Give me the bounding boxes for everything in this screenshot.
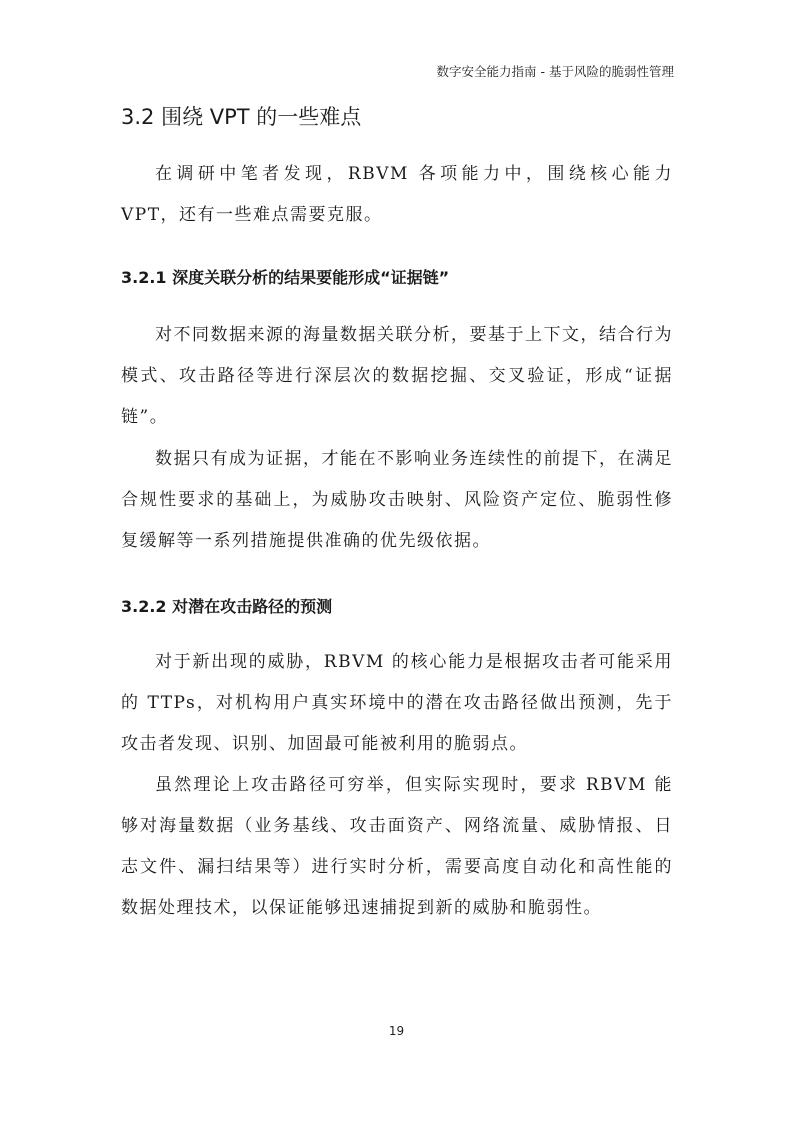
subsection-title-attack-path-prediction: 3.2.2 对潜在攻击路径的预测 — [121, 597, 333, 616]
section-intro-paragraph: 在调研中笔者发现，RBVM 各项能力中，围绕核心能力 VPT，还有一些难点需要克服。 — [121, 164, 673, 225]
paragraph-ttps-prediction: 对于新出现的威胁，RBVM 的核心能力是根据攻击者可能采用的 TTPs，对机构用户真实环境中的潜在攻击路径做出预测，先于攻击者发现、识别、加固最可能被利用的脆弱点。 — [121, 652, 673, 754]
subsection-title-evidence-chain: 3.2.1 深度关联分析的结果要能形成“证据链” — [121, 268, 450, 287]
paragraph-realtime-analysis: 虽然理论上攻击路径可穷举，但实际实现时，要求 RBVM 能够对海量数据（业务基线、攻击面资产、网络流量、威胁情报、日志文件、漏扫结果等）进行实时分析，需要高度自动化和高性能的数据处理技术，以保证能够迅速捕捉到新的威胁和脆弱性。 — [121, 775, 673, 918]
section-title: 3.2 围绕 VPT 的一些难点 — [121, 105, 362, 129]
page-number: 19 — [388, 1024, 405, 1038]
running-header: 数字安全能力指南 - 基于风险的脆弱性管理 — [436, 64, 674, 79]
paragraph-evidence-priority: 数据只有成为证据，才能在不影响业务连续性的前提下，在满足合规性要求的基础上，为威胁攻击映射、风险资产定位、脆弱性修复缓解等一系列措施提供准确的优先级依据。 — [121, 449, 673, 551]
paragraph-correlation-analysis: 对不同数据来源的海量数据关联分析，要基于上下文，结合行为模式、攻击路径等进行深层次的数据挖掘、交叉验证，形成“证据链”。 — [121, 325, 673, 427]
